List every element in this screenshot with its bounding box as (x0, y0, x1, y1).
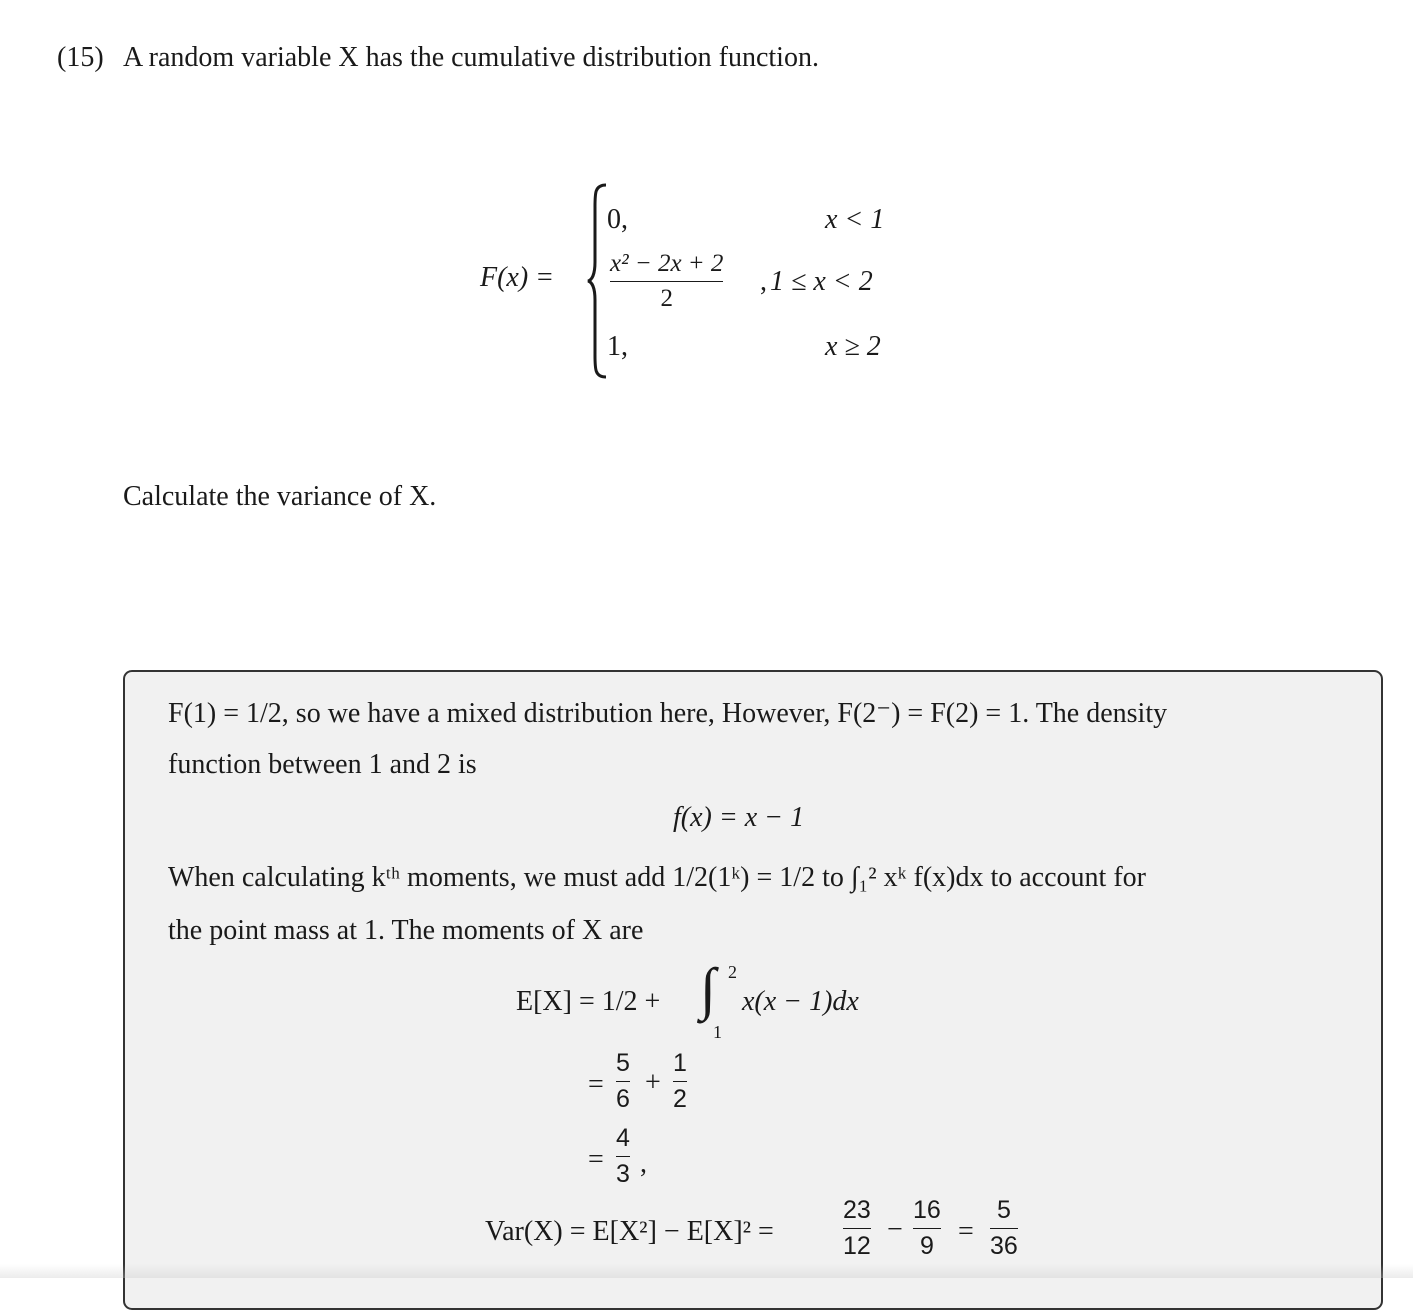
variance-numerator-1: 23 (843, 1196, 871, 1224)
variance-denominator-1: 12 (843, 1232, 871, 1260)
step1-fraction-a (616, 1049, 630, 1114)
step2-fraction (616, 1124, 630, 1189)
case2-comma: , (760, 266, 767, 297)
solution-line-2: function between 1 and 2 is (168, 749, 477, 780)
case2-denominator: 2 (660, 285, 673, 312)
integral-lower-limit: 1 (713, 1022, 722, 1042)
step2-denominator: 3 (616, 1160, 630, 1188)
case2-condition: 1 ≤ x < 2 (770, 266, 873, 297)
step1-denominator-a: 6 (616, 1085, 630, 1113)
solution-line-3: When calculating kᵗʰ moments, we must add 1/2(1ᵏ) = 1/2 to ∫₁² xᵏ f(x)dx to account for (168, 862, 1146, 893)
cdf-lhs: F(x) = (480, 262, 555, 293)
density-equation: f(x) = x − 1 (673, 802, 805, 833)
variance-numerator-3: 5 (996, 1196, 1011, 1224)
variance-denominator-3: 36 (990, 1232, 1018, 1260)
solution-line-1: F(1) = 1/2, so we have a mixed distribution here, However, F(2⁻) = F(2) = 1. The density (168, 698, 1168, 729)
case1-value: 0, (607, 204, 628, 235)
problem-question: Calculate the variance of X. (123, 481, 437, 512)
variance-minus: − (887, 1214, 903, 1245)
case1-condition: x < 1 (825, 204, 885, 235)
step1-plus: + (645, 1067, 661, 1098)
variance-lhs: Var(X) = E[X²] − E[X]² = (485, 1216, 774, 1247)
variance-equals: = (958, 1216, 974, 1247)
variance-fraction-1 (843, 1196, 871, 1261)
step2-numerator: 4 (616, 1124, 630, 1152)
problem-number: (15) (57, 42, 104, 73)
case3-condition: x ≥ 2 (825, 331, 881, 362)
integral-sign-icon: ∫ (700, 956, 716, 1021)
step1-equals: = (588, 1069, 604, 1100)
step1-numerator-b: 1 (673, 1049, 687, 1077)
case2-fraction (610, 250, 723, 313)
step2-equals: = (588, 1144, 604, 1175)
step1-denominator-b: 2 (673, 1085, 687, 1113)
step1-numerator-a: 5 (616, 1049, 630, 1077)
case3-value: 1, (607, 331, 628, 362)
case2-numerator: x² − 2x + 2 (610, 250, 724, 277)
bottom-edge-shadow (0, 1264, 1413, 1278)
step1-fraction-b (673, 1049, 687, 1114)
variance-fraction-3 (990, 1196, 1018, 1261)
solution-line-4: the point mass at 1. The moments of X are (168, 915, 644, 946)
variance-denominator-2: 9 (919, 1232, 934, 1260)
variance-numerator-2: 16 (913, 1196, 941, 1224)
integrand: x(x − 1)dx (742, 986, 859, 1017)
problem-statement: A random variable X has the cumulative distribution function. (123, 42, 819, 73)
integral-upper-limit: 2 (728, 962, 737, 982)
step2-comma: , (640, 1148, 647, 1179)
mean-lhs: E[X] = 1/2 + (516, 986, 661, 1017)
variance-fraction-2 (913, 1196, 941, 1261)
